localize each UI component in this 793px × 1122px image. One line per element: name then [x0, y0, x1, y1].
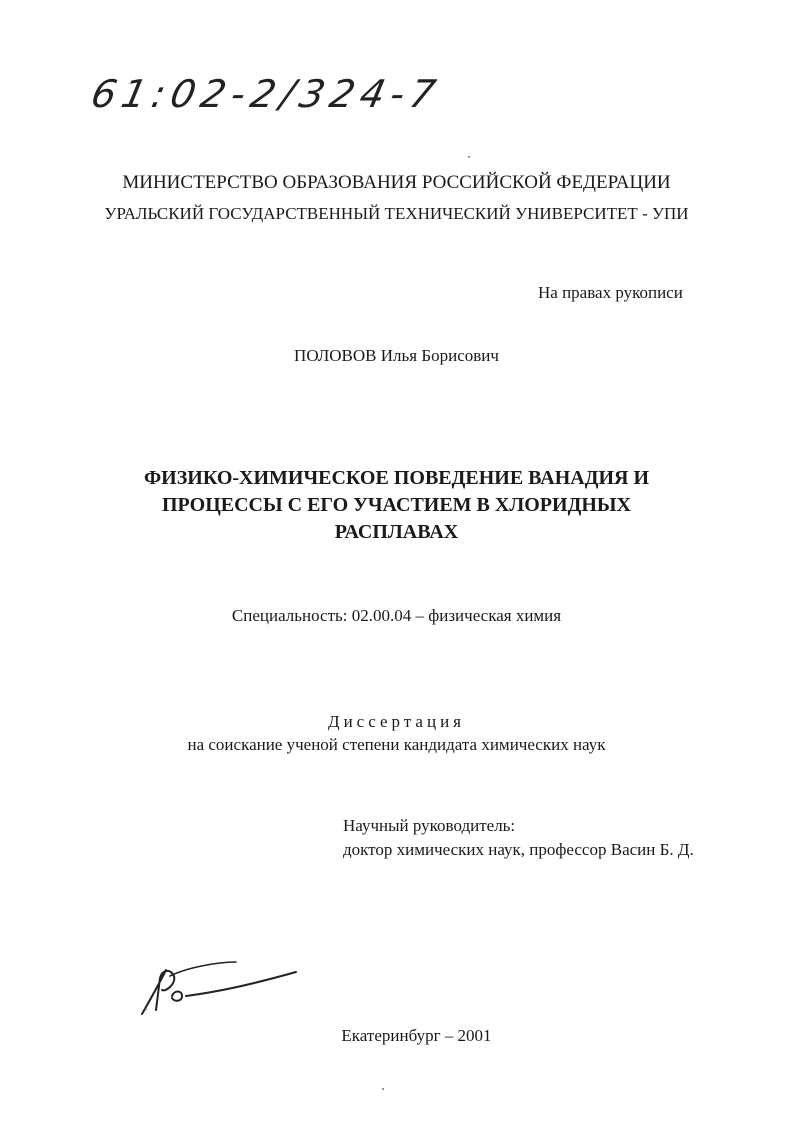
author-name: ПОЛОВОВ Илья Борисович [294, 346, 499, 365]
ministry-heading: МИНИСТЕРСТВО ОБРАЗОВАНИЯ РОССИЙСКОЙ ФЕДЕРАЦИИ [122, 172, 671, 193]
university-heading: УРАЛЬСКИЙ ГОСУДАРСТВЕННЫЙ ТЕХНИЧЕСКИЙ УНИВЕРСИТЕТ - УПИ [104, 204, 689, 223]
dissertation-title [0, 465, 793, 546]
scan-speck [145, 1008, 147, 1010]
supervisor-label: Научный руководитель: [343, 816, 516, 835]
supervisor-name: доктор химических наук, профессор Васин Б. Д. [343, 840, 694, 859]
specialty-line: Специальность: 02.00.04 – физическая химия [231, 606, 562, 625]
title-line-3: РАСПЛАВАХ [334, 521, 459, 543]
title-line-1: ФИЗИКО-ХИМИЧЕСКОЕ ПОВЕДЕНИЕ ВАНАДИЯ И [143, 467, 650, 489]
scan-speck [382, 1088, 384, 1090]
title-line-2: ПРОЦЕССЫ С ЕГО УЧАСТИЕМ В ХЛОРИДНЫХ [162, 494, 631, 516]
scan-speck [468, 156, 470, 158]
archive-code-handwritten: 61:02-2/324-7 [87, 72, 446, 116]
city-year: Екатеринбург – 2001 [341, 1026, 492, 1045]
rights-note: На правах рукописи [538, 283, 683, 302]
handwritten-signature [136, 956, 306, 1020]
degree-line: на соискание ученой степени кандидата химических наук [187, 735, 606, 754]
work-type-label: Диссертация [327, 712, 465, 731]
